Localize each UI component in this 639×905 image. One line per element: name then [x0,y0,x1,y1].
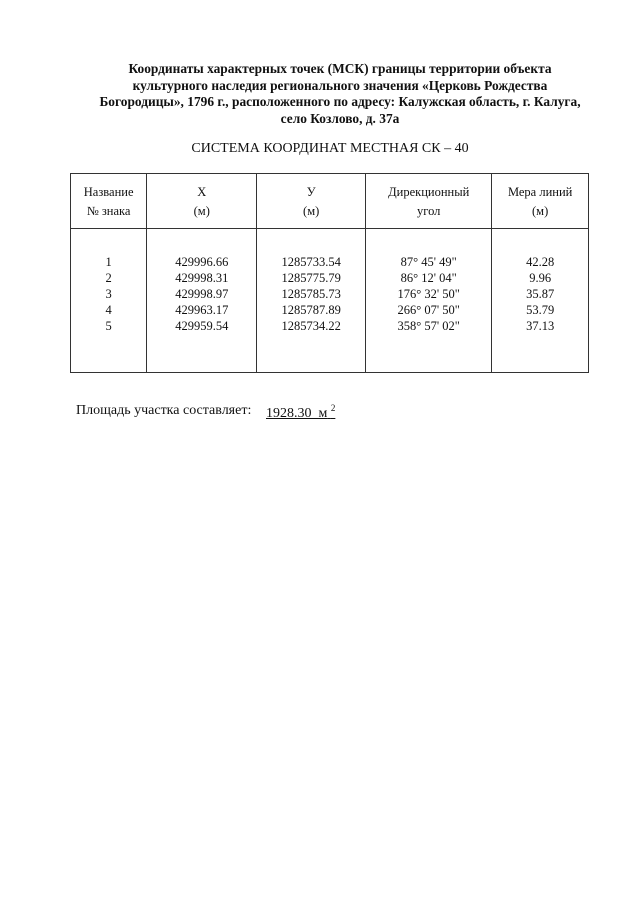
x-value: 429959.54 [175,319,229,333]
direction-angle: 358° 57' 02" [397,319,460,333]
x-value: 429998.31 [175,271,229,285]
header-x: X (м) [147,174,257,229]
y-value: 1285787.89 [281,303,341,317]
line-length-column [492,229,589,373]
direction-angle: 176° 32' 50" [397,287,460,301]
coordinates-table [70,173,589,373]
point-number: 3 [105,287,112,301]
header-line-length: Мера линий (м) [492,174,589,229]
y-value: 1285785.73 [281,287,341,301]
area-unit: м [318,406,328,421]
header-point-name: Название № знака [71,174,147,229]
point-number: 2 [105,271,112,285]
title-line: культурного наследия регионального значения «Церковь Рождества [132,77,548,93]
line-length: 35.87 [526,287,555,301]
area-unit-exponent: 2 [330,403,336,413]
y-column [257,229,366,373]
direction-angle: 87° 45' 49" [400,255,457,269]
table-body-row [71,229,589,373]
y-value: 1285733.54 [281,255,341,269]
x-column [147,229,257,373]
title-line: Координаты характерных точек (МСК) границы территории объекта [128,61,552,76]
coordinate-system-heading: СИСТЕМА КООРДИНАТ МЕСТНАЯ СК – 40 [191,141,469,156]
y-value: 1285734.22 [281,319,341,333]
area-value-group [266,403,335,422]
point-number-column [71,229,147,373]
direction-angle: 266° 07' 50" [397,303,460,317]
title-line: село Козлово, д. 37а [280,110,400,126]
header-direction-angle: Дирекционный угол [366,174,492,229]
title-line: Богородицы», 1796 г., расположенного по адресу: Калужская область, г. Калуга, [99,94,581,109]
line-length: 9.96 [529,271,552,285]
line-length: 42.28 [526,255,555,269]
line-length: 53.79 [526,303,555,317]
y-value: 1285775.79 [281,271,341,285]
area-statement [76,403,336,421]
document-title [60,61,620,127]
header-y: У (м) [257,174,366,229]
line-length: 37.13 [526,319,555,333]
area-label: Площадь участка составляет: [76,403,252,418]
x-value: 429963.17 [175,303,229,317]
point-number: 4 [105,303,112,317]
direction-angle: 86° 12' 04" [400,271,457,285]
point-number: 5 [105,319,112,333]
table-header-row [71,174,589,229]
point-number: 1 [105,255,112,269]
x-value: 429996.66 [175,255,229,269]
direction-angle-column [366,229,492,373]
x-value: 429998.97 [175,287,229,301]
area-value: 1928.30 [266,406,312,421]
